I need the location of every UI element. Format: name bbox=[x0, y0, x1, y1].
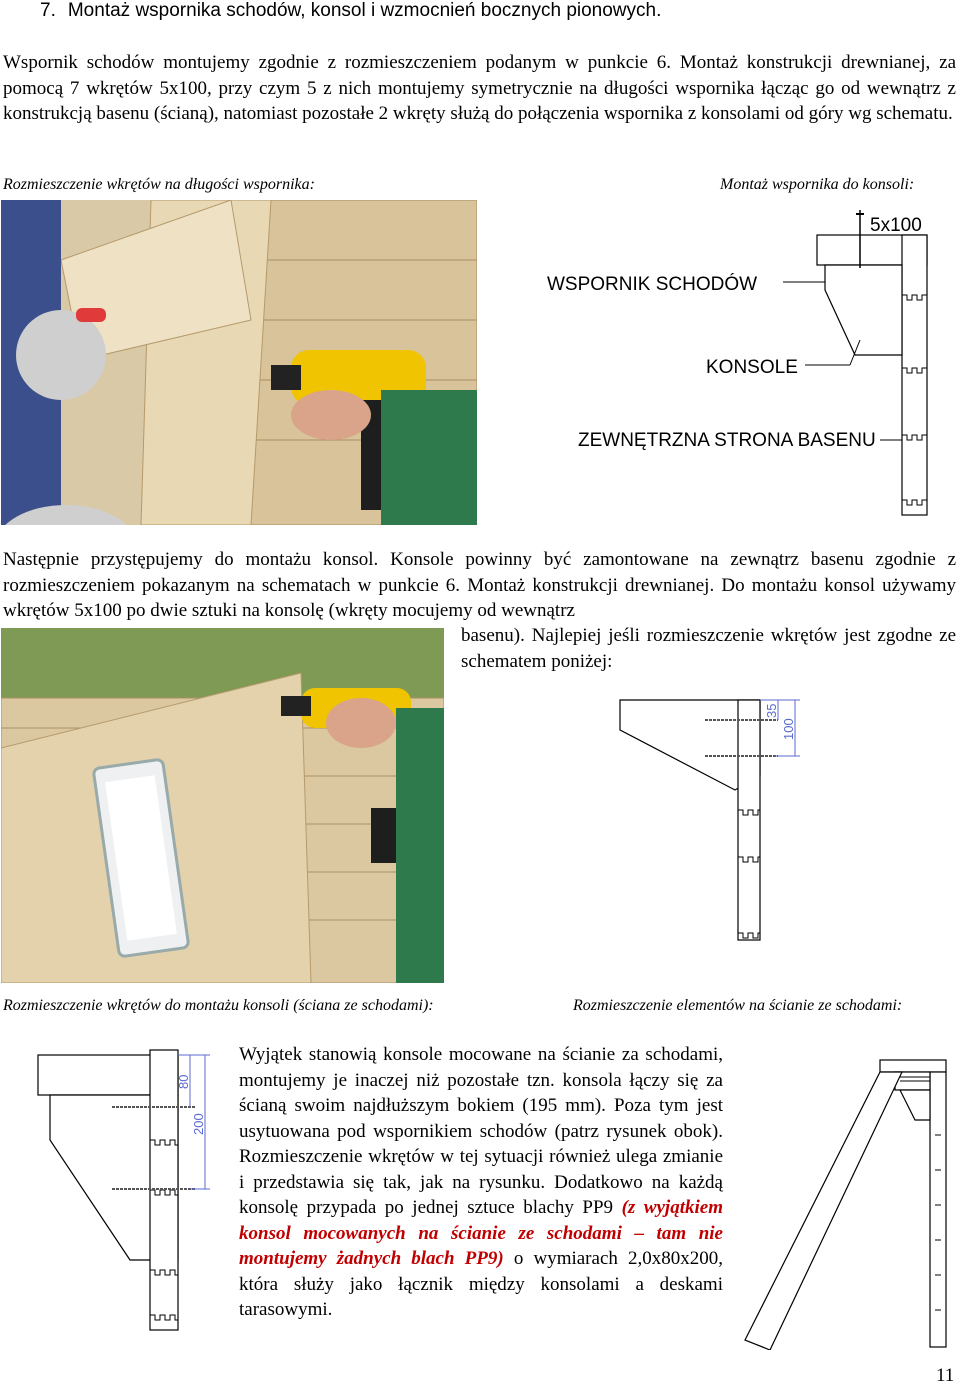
section-heading bbox=[40, 0, 661, 22]
diagram-wall-elements bbox=[740, 1055, 960, 1350]
outer-side-label: ZEWNĘTRZNA STRONA BASENU bbox=[578, 430, 876, 451]
caption-wall-elements: Rozmieszczenie elementów na ścianie ze schodami: bbox=[573, 997, 903, 1014]
paragraph-exception bbox=[239, 1042, 723, 1323]
dimension-35: 35 bbox=[764, 703, 779, 718]
page-number: 11 bbox=[936, 1365, 955, 1386]
dimension-80: 80 bbox=[176, 1074, 191, 1089]
diagram-console-stairs-wall bbox=[30, 1045, 230, 1335]
intro-paragraph: Wspornik schodów montujemy zgodnie z rozmieszczeniem podanym w punkcie 6. Montaż konstrukcji drewnianej, za pomocą 7 wkrętów 5x100, przy czym 5 z nich montujemy symetrycznie na długości wspornika łącząc go od wewnątrz z konstrukcją basenu (ścianą), natomiast pozostałe 2 wkręty służą do połączenia wspornika z konsolami od góry wg schematu. bbox=[3, 52, 956, 124]
paragraph-consoles-continued: basenu). Najlepiej jeśli rozmieszczenie wkrętów jest zgodne ze schematem poniżej: bbox=[461, 625, 956, 672]
section-number: 7. bbox=[40, 0, 56, 21]
caption-screw-layout: Rozmieszczenie wkrętów na długości wspornika: bbox=[3, 176, 315, 193]
dimension-100: 100 bbox=[781, 718, 796, 740]
photo-drilling-bracket bbox=[1, 200, 477, 525]
diagram-console-screws bbox=[600, 690, 820, 950]
exception-warning: (z wyjątkiem konsol mocowanych na ścianie ze schodami – tam nie montujemy żadnych blach PP9) bbox=[239, 1197, 723, 1269]
caption-console-screws: Rozmieszczenie wkrętów do montażu konsoli (ściana ze schodami): bbox=[3, 997, 434, 1014]
section-title: Montaż wspornika schodów, konsol i wzmocnień bocznych pionowych. bbox=[67, 0, 662, 21]
caption-bracket-mount: Montaż wspornika do konsoli: bbox=[720, 176, 915, 193]
exception-text-end: o wymiarach 2,0x80x200, która służy jako łącznik między konsolami a deskami tarasowymi. bbox=[239, 1248, 724, 1320]
exception-text: Wyjątek stanowią konsole mocowane na ścianie za schodami, montujemy je inaczej niż pozostałe tzn. konsola łączy się za ścianą swoim najdłuższym bokiem (195 mm). Poza tym jest usytuowana pod wspornikiem schodów (patrz rysunek obok). Rozmieszczenie wkrętów w tej sytuacji również ulega zmianie i przedstawia się tak, jak na rysunku. Dodatkowo na każdą konsolę przypada po jednej sztuce blachy PP9 bbox=[239, 1044, 723, 1218]
paragraph-consoles: Następnie przystępujemy do montażu konsol. Konsole powinny być zamontowane na zewnątrz basenu zgodnie z rozmieszczeniem pokazanym na schematach w punkcie 6. Montaż konstrukcji drewnianej. Do montażu konsol używamy wkrętów 5x100 po dwie sztuki na konsolę (wkręty mocujemy od wewnątrz bbox=[3, 549, 956, 621]
photo-drilling-console bbox=[1, 628, 444, 983]
console-label: KONSOLE bbox=[706, 357, 798, 378]
diagram-bracket-mount bbox=[540, 200, 960, 525]
dimension-200: 200 bbox=[191, 1113, 206, 1135]
bracket-label: WSPORNIK SCHODÓW bbox=[547, 274, 758, 295]
screw-label: 5x100 bbox=[870, 215, 922, 236]
